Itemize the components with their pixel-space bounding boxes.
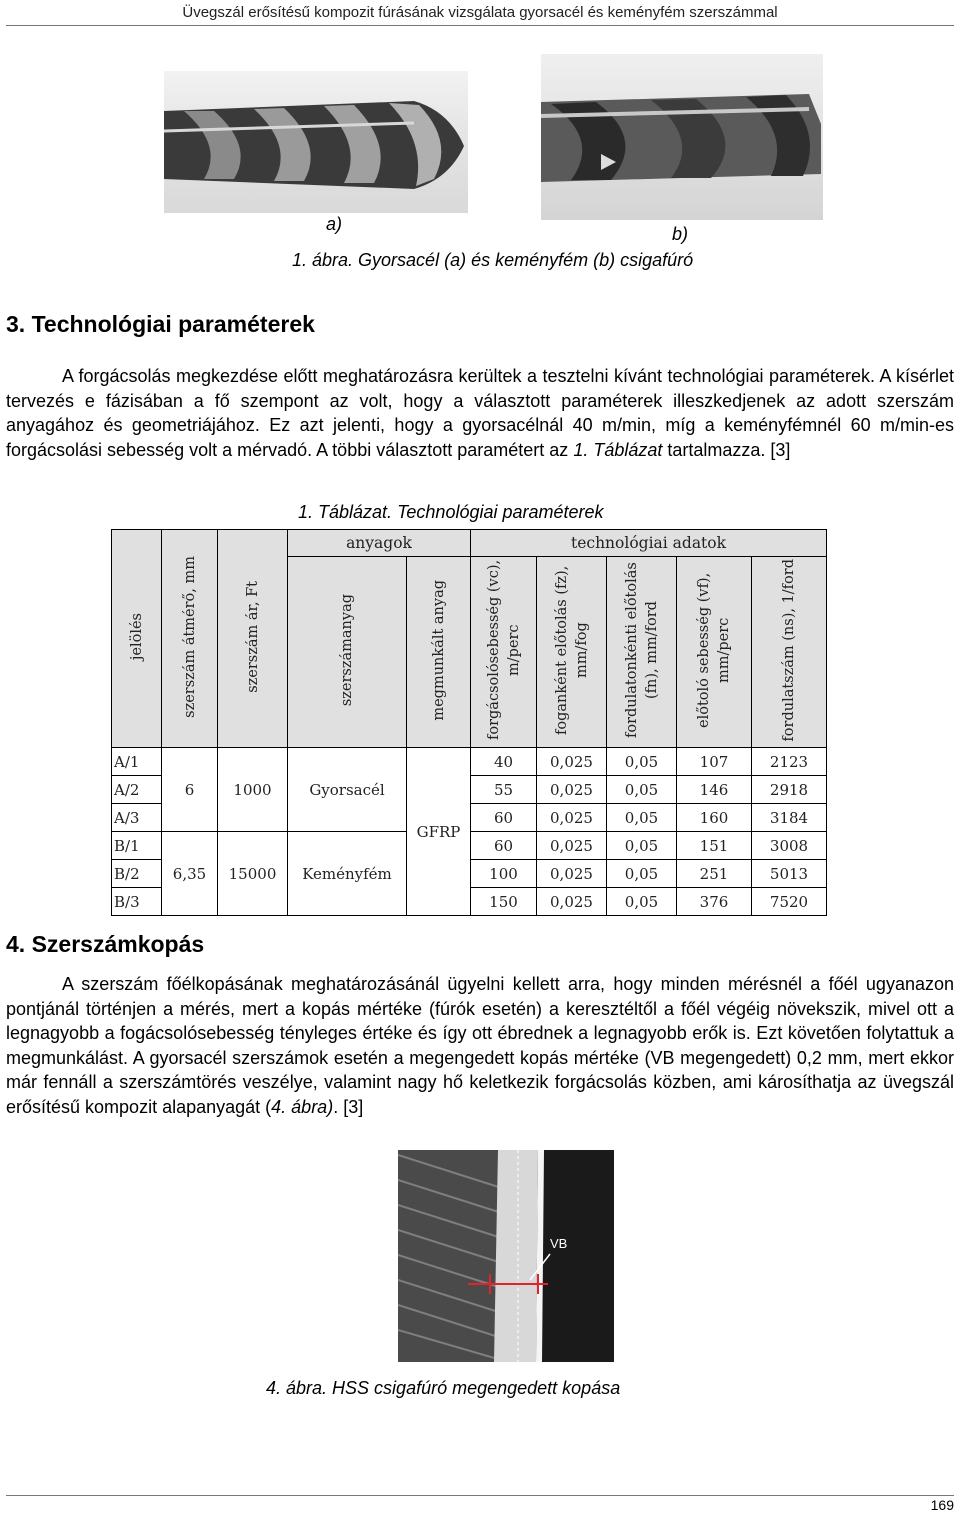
section3-text-2: tartalmazza. [3]: [662, 439, 791, 460]
table-row: A/3 60 0,025 0,05 160 3184: [112, 804, 827, 832]
table-row: B/2 100 0,025 0,05 251 5013: [112, 860, 827, 888]
running-header: Üvegszál erősítésű kompozit fúrásának vizsgálata gyorsacél és keményfém szerszámmal: [182, 4, 778, 21]
header-price: szerszám ár, Ft: [218, 530, 288, 748]
table1-caption-title: Technológiai paraméterek: [392, 502, 604, 522]
figure1-label-a: a): [326, 214, 343, 234]
section3-title: 3. Technológiai paraméterek: [6, 311, 315, 337]
header-fz: foganként előtolás (fz), mm/fog: [537, 557, 607, 748]
table-row: B/3 150 0,025 0,05 376 7520: [112, 888, 827, 916]
footer-rule: [6, 1495, 954, 1496]
section3-text-1: A forgácsolás megkezdése előtt meghatározásra kerültek a tesztelni kívánt technológiai paraméterek. A kísérlet tervezés e fázisában a fő szempont az volt, hogy a választott paraméterek illeszkedjenek az adott szerszám anyagához és geometriájához. Ez azt jelenti, hogy a gyorsacélnál 40 m/min, míg a keményfémnél 60 m/min-es forgácsolási sebesség volt a mérvadó. A többi választott paramétert az: [6, 366, 954, 460]
figure4-reference: 4. ábra): [271, 1096, 334, 1117]
table1-caption-prefix: 1. Táblázat.: [298, 502, 393, 522]
header-rule: [6, 25, 954, 26]
header-jeloles: jelölés: [112, 530, 162, 748]
header-ns: fordulatszám (ns), 1/ford: [752, 557, 827, 748]
cell-diameter-a: 6: [162, 748, 218, 832]
hss-drill-photo: [164, 71, 468, 213]
cell-workpiece: GFRP: [407, 748, 471, 916]
section4-text-1: A szerszám főélkopásának meghatározásánál ügyelni kellett arra, hogy minden mérésnél a főél ugyanazon pontjánál történjen a mérés, mert a kopás mértéke (fúrók esetén) a keresztéltől a főél végéig növekszik, mivel ott a legnagyobb a fogácsolósebesség tényleges értéke és így ott ébrednek a legnagyobb erők is. Ezt követően folytattuk a megmunkálást. A gyorsacél szerszámok esetén a megengedett kopás mértéke (VB megengedett) 0,2 mm, mert ekkor már fennáll a szerszámtörés veszélye, valamint nagy hő keletkezik forgácsolás közben, ami károsíthatja az üvegszál erősítésű kompozit alapanyagát (: [6, 974, 954, 1117]
section4-title: 4. Szerszámkopás: [6, 931, 205, 957]
header-group-materials: anyagok: [288, 530, 471, 557]
table-reference: 1. Táblázat: [573, 439, 663, 460]
table-row: A/2 55 0,025 0,05 146 2918: [112, 776, 827, 804]
vb-label: VB: [550, 1236, 568, 1251]
figure4-caption: 4. ábra. HSS csigafúró megengedett kopása: [266, 1378, 621, 1398]
table-row: B/1 6,35 15000 Keményfém 60 0,025 0,05 151 3008: [112, 832, 827, 860]
figure1-label-b: b): [672, 224, 689, 244]
table1-caption: [298, 502, 604, 523]
section3-paragraph: [6, 364, 954, 462]
page-number: 169: [930, 1497, 954, 1513]
figure1-caption: 1. ábra. Gyorsacél (a) és keményfém (b) csigafúró: [292, 250, 694, 270]
header-diameter: szerszám átmérő, mm: [162, 530, 218, 748]
wear-micrograph: [398, 1150, 614, 1362]
cell-material-b: Keményfém: [288, 832, 407, 916]
header-workpiece: megmunkált anyag: [407, 557, 471, 748]
header-fn: fordulatonkénti előtolás (fn), mm/ford: [607, 557, 677, 748]
section4-paragraph: [6, 972, 954, 1120]
cell-price-a: 1000: [218, 748, 288, 832]
cell-diameter-b: 6,35: [162, 832, 218, 916]
table1: [111, 529, 827, 916]
carbide-drill-photo: [541, 54, 823, 220]
cell-price-b: 15000: [218, 832, 288, 916]
header-tool-material: szerszámanyag: [288, 557, 407, 748]
table-row: A/1 6 1000 Gyorsacél GFRP 40 0,025 0,05 107 2123: [112, 748, 827, 776]
section4-text-2: . [3]: [333, 1096, 364, 1117]
header-vf: előtoló sebesség (vf), mm/perc: [677, 557, 752, 748]
header-group-tech: technológiai adatok: [471, 530, 827, 557]
cell-material-a: Gyorsacél: [288, 748, 407, 832]
header-vc: forgácsolósebesség (vc), m/perc: [471, 557, 537, 748]
